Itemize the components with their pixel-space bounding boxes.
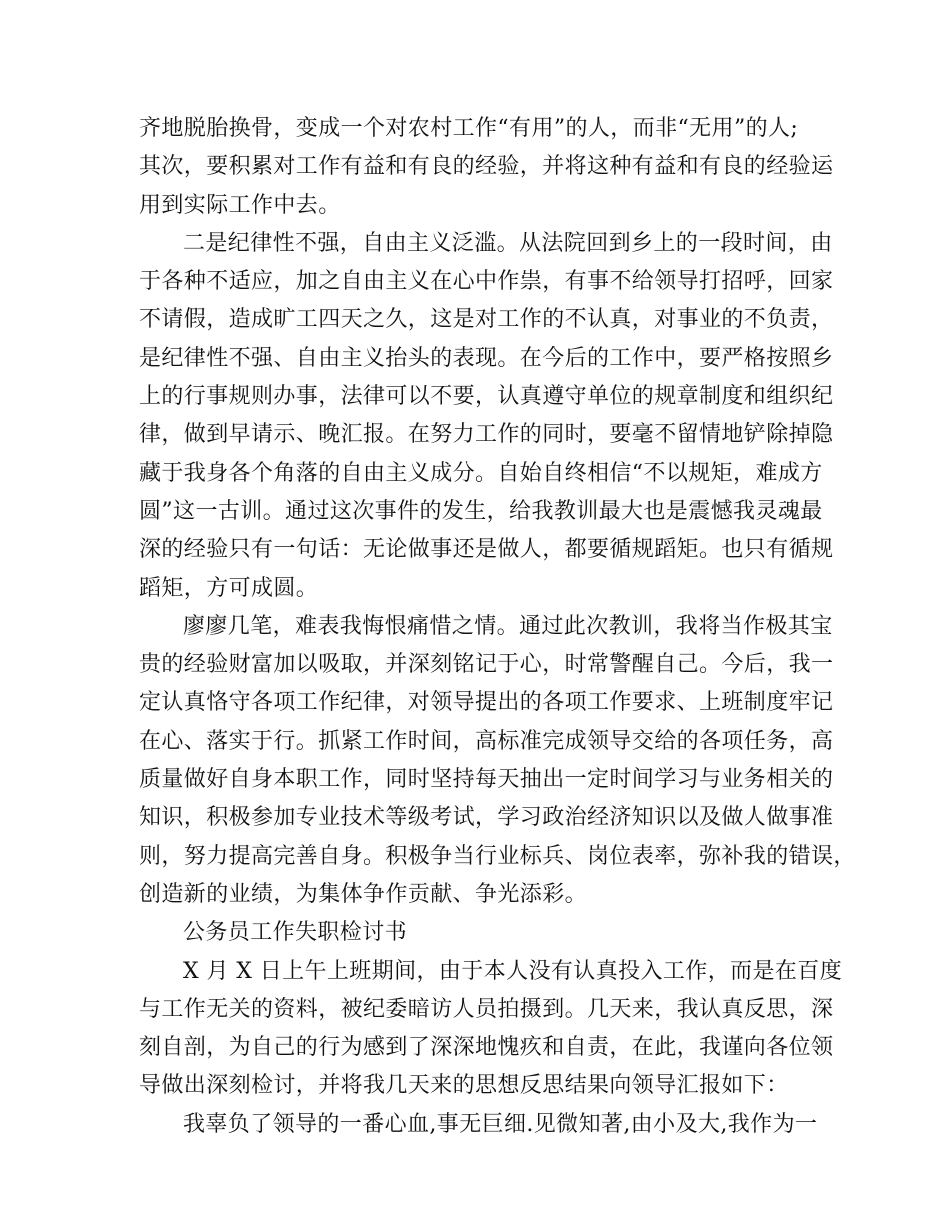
paragraph-start-line: 我辜负了领导的一番心血,事无巨细.见微知著,由小及大,我作为一 <box>183 1111 818 1137</box>
text-line: 上的行事规则办事，法律可以不要，认真遵守单位的规章制度和组织纪 <box>139 384 834 410</box>
text-line: 用到实际工作中去。 <box>139 192 341 218</box>
text-line: 不请假，造成旷工四天之久，这是对工作的不认真，对事业的不负责， <box>139 307 834 333</box>
text-line: 则，努力提高完善自身。积极争当行业标兵、岗位表率，弥补我的错误， <box>139 843 856 869</box>
text-line: 齐地脱胎换骨，变成一个对农村工作“有用”的人，而非“无用”的人; <box>139 116 799 141</box>
text-line: 于各种不适应，加之自由主义在心中作祟，有事不给领导打招呼，回家 <box>139 269 834 295</box>
text-line: 律，做到早请示、晚汇报。在努力工作的同时，要毫不留情地铲除掉隐 <box>139 422 834 448</box>
text-line: 蹈矩，方可成圆。 <box>139 575 319 601</box>
text-line: 创造新的业绩，为集体争作贡献、争光添彩。 <box>139 881 588 907</box>
document-body <box>139 110 856 1144</box>
text-line: 是纪律性不强、自由主义抬头的表现。在今后的工作中，要严格按照乡 <box>139 345 834 371</box>
paragraph-start-line: 二是纪律性不强，自由主义泛滥。从法院回到乡上的一段时间，由 <box>183 230 833 256</box>
text-line: 刻自剖，为自己的行为感到了深深地愧疚和自责，在此，我谨向各位领 <box>139 1035 834 1061</box>
section-heading: 公务员工作失职检讨书 <box>183 920 408 946</box>
text-line: 其次，要积累对工作有益和有良的经验，并将这种有益和有良的经验运 <box>139 154 834 180</box>
text-line: 导做出深刻检讨，并将我几天来的思想反思结果向领导汇报如下： <box>139 1073 789 1099</box>
paragraph-start-line: 廖廖几笔，难表我悔恨痛惜之情。通过此次教训，我将当作极其宝 <box>183 613 833 639</box>
text-line: 质量做好自身本职工作，同时坚持每天抽出一定时间学习与业务相关的 <box>139 767 834 793</box>
text-line: 与工作无关的资料，被纪委暗访人员拍摄到。几天来，我认真反思，深 <box>139 996 834 1022</box>
text-line: 定认真恪守各项工作纪律，对领导提出的各项工作要求、上班制度牢记 <box>139 690 834 716</box>
text-line: 深的经验只有一句话：无论做事还是做人，都要循规蹈矩。也只有循规 <box>139 537 834 563</box>
text-line: 藏于我身各个角落的自由主义成分。自始自终相信“不以规矩，难成方 <box>139 460 823 486</box>
paragraph-start-line: X 月 X 日上午上班期间，由于本人没有认真投入工作，而是在百度 <box>183 958 843 984</box>
text-line: 贵的经验财富加以吸取，并深刻铭记于心，时常警醒自己。今后，我一 <box>139 652 834 678</box>
text-line: 知识，积极参加专业技术等级考试，学习政治经济知识以及做人做事准 <box>139 805 834 831</box>
text-line: 在心、落实于行。抓紧工作时间，高标准完成领导交给的各项任务，高 <box>139 728 834 754</box>
text-line: 圆”这一古训。通过这次事件的发生，给我教训最大也是震憾我灵魂最 <box>139 498 823 524</box>
